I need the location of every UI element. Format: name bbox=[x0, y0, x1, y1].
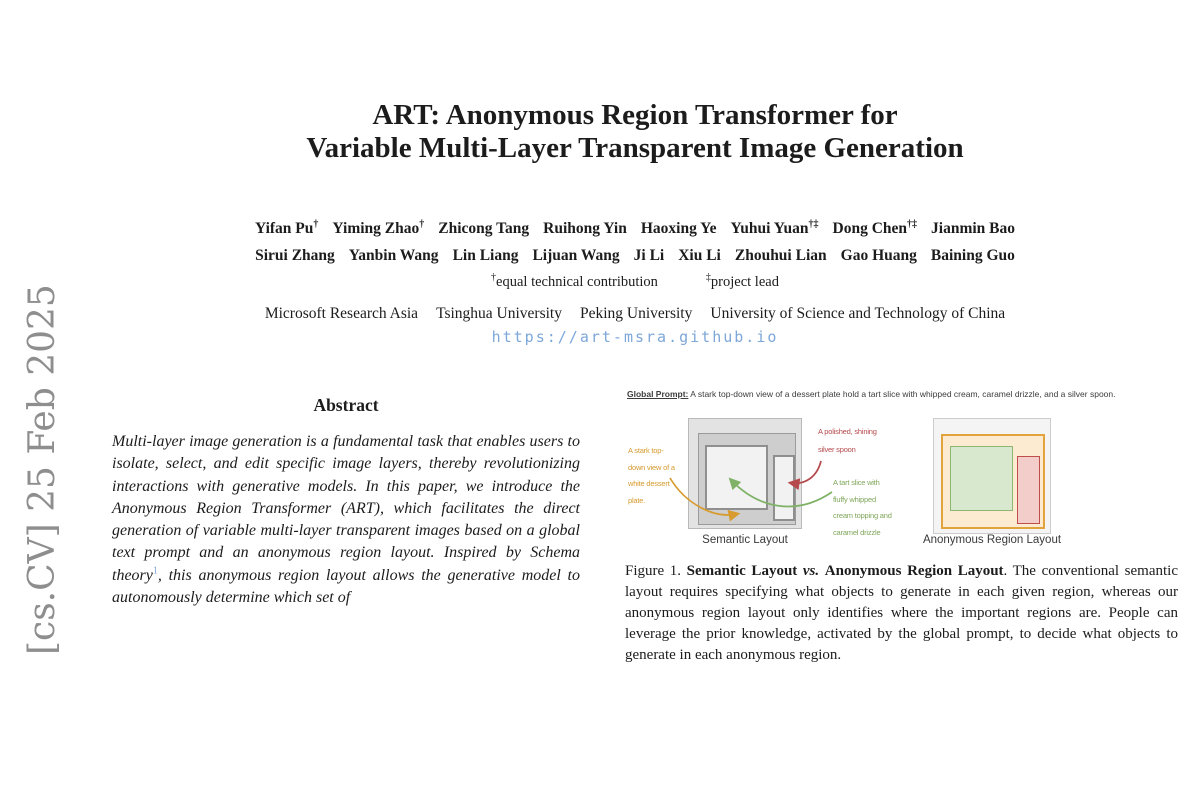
author-name: Ji Li bbox=[633, 247, 665, 264]
citation-ref-link[interactable]: 1 bbox=[152, 565, 158, 577]
affiliation: Microsoft Research Asia bbox=[264, 305, 419, 322]
spoon-annotation-label: A polished, shining silver spoon bbox=[818, 427, 877, 454]
authors-row-2 bbox=[85, 247, 1185, 265]
footnote-note: ‡project lead bbox=[705, 272, 779, 290]
abstract-text-before-ref: Multi-layer image generation is a fundamental task that enables users to isolate, select, and edit specific image layers, thereby revolutionizing interactions with generative models. In this paper, we introduce the Anonymous Region Transformer (ART), which facilitates the direct generation of variable multi-layer transparent images based on a global text prompt and an anonymous region layout. Inspired by Schema theory bbox=[112, 433, 580, 584]
project-url-link[interactable]: https://art-msra.github.io bbox=[491, 328, 779, 346]
plate-annotation-label: A stark top- down view of a white dessert plate. bbox=[628, 446, 675, 505]
affiliations bbox=[85, 305, 1185, 323]
tart-annotation-label: A tart slice with fluffy whipped cream topping and caramel drizzle bbox=[833, 478, 892, 537]
author-name: Yanbin Wang bbox=[348, 247, 439, 264]
plate-arrow-icon bbox=[670, 478, 737, 515]
anonymous-layout-caption: Anonymous Region Layout bbox=[922, 534, 1062, 546]
tart-arrow-icon bbox=[731, 480, 832, 507]
author-name: Sirui Zhang bbox=[255, 247, 335, 264]
abstract-heading: Abstract bbox=[313, 395, 379, 415]
paper-title bbox=[85, 99, 1185, 165]
author-name: Yiming Zhao† bbox=[332, 218, 425, 237]
arxiv-watermark: [cs.CV] 25 Feb 2025 bbox=[22, 284, 63, 655]
author-name: Zhicong Tang bbox=[438, 220, 530, 237]
abstract-text bbox=[112, 431, 580, 609]
paper-title-line-1: ART: Anonymous Region Transformer for bbox=[372, 99, 898, 131]
contribution-notes bbox=[85, 274, 1185, 291]
footnote-note: †equal technical contribution bbox=[491, 272, 658, 290]
author-name: Lijuan Wang bbox=[532, 247, 620, 264]
affiliation: University of Science and Technology of China bbox=[710, 305, 1006, 322]
figure-1 bbox=[625, 385, 1185, 785]
author-name: Ruihong Yin bbox=[543, 220, 627, 237]
affiliation: Peking University bbox=[580, 305, 693, 322]
global-prompt-text: A stark top-down view of a dessert plate hold a tart slice with whipped cream, caramel drizzle, and a silver spoon. bbox=[688, 389, 1116, 399]
semantic-layout-caption: Semantic Layout bbox=[702, 534, 788, 546]
figure-caption: Figure 1. Semantic Layout vs. Anonymous Region Layout. The conventional semantic layout requires specifying what objects to generate in each given region, whereas our anonymous region layout only identifies where the important regions are. People can leverage the prior knowledge, activated by the global prompt, to decide what objects to generate in each anonymous region. bbox=[625, 563, 1178, 663]
author-name: Gao Huang bbox=[840, 247, 917, 264]
affiliation: Tsinghua University bbox=[436, 305, 562, 322]
project-url bbox=[85, 328, 1185, 346]
author-name: Yuhui Yuan†‡ bbox=[730, 218, 819, 237]
author-name: Lin Liang bbox=[452, 247, 519, 264]
author-name: Zhouhui Lian bbox=[734, 247, 827, 264]
spoon-arrow-icon bbox=[791, 461, 821, 483]
author-name: Haoxing Ye bbox=[640, 220, 717, 237]
author-name: Baining Guo bbox=[930, 247, 1015, 264]
author-name: Jianmin Bao bbox=[931, 220, 1016, 237]
author-name: Xiu Li bbox=[678, 247, 721, 264]
global-prompt-label: Global Prompt: bbox=[627, 389, 689, 399]
paper-title-line-2: Variable Multi-Layer Transparent Image Generation bbox=[306, 132, 964, 164]
author-name: Yifan Pu† bbox=[254, 218, 319, 237]
author-name: Dong Chen†‡ bbox=[832, 218, 918, 237]
abstract-text-after-ref: , this anonymous region layout allows the generative model to autonomously determine which set of bbox=[112, 566, 580, 607]
authors-row-1 bbox=[85, 220, 1185, 238]
